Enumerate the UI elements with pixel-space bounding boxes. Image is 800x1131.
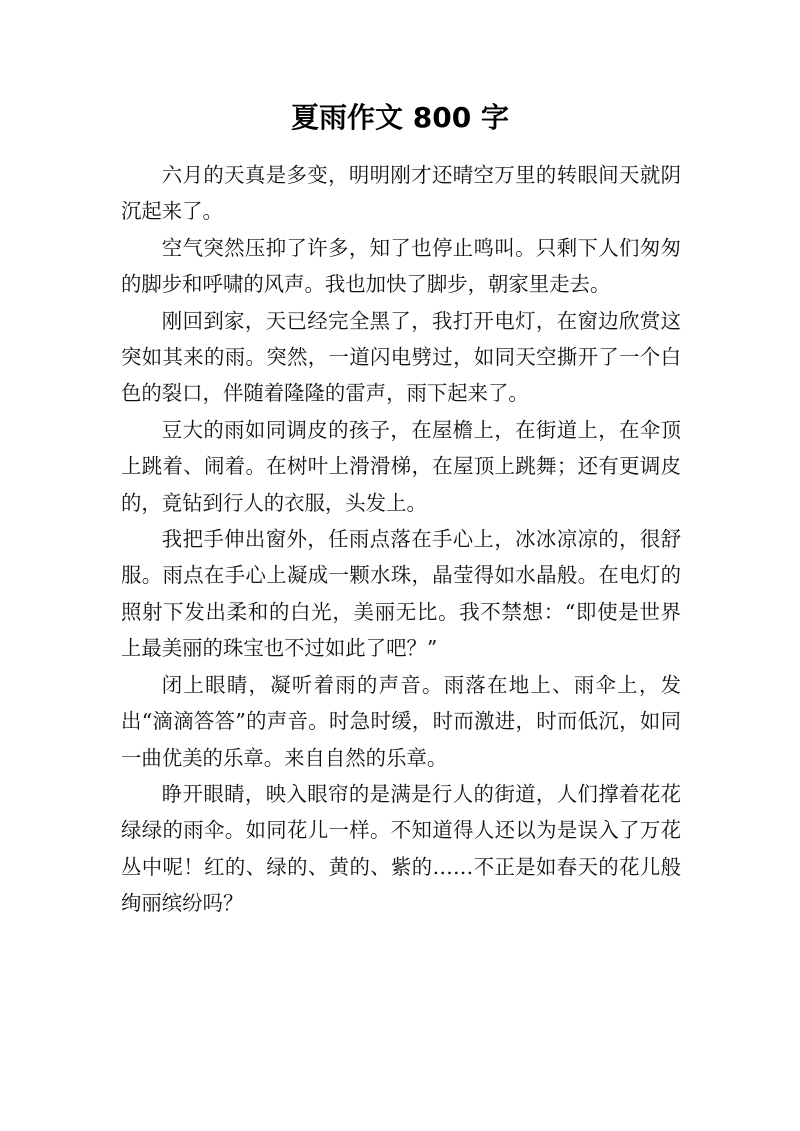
paragraph: 六月的天真是多变，明明刚才还晴空万里的转眼间天就阴沉起来了。	[121, 163, 681, 224]
paragraph: 我把手伸出窗外，任雨点落在手心上，冰冰凉凉的，很舒服。雨点在手心上凝成一颗水珠，晶莹得如水晶般。在电灯的照射下发出柔和的白光，美丽无比。我不禁想：“即使是世界上最美丽的珠宝也不过如此了吧？”	[121, 527, 681, 661]
document-body	[121, 157, 681, 922]
paragraph: 闭上眼睛，凝听着雨的声音。雨落在地上、雨伞上，发出“滴滴答答”的声音。时急时缓，时而激进，时而低沉，如同一曲优美的乐章。来自自然的乐章。	[121, 672, 681, 770]
paragraph: 空气突然压抑了许多，知了也停止鸣叫。只剩下人们匆匆的脚步和呼啸的风声。我也加快了脚步，朝家里走去。	[121, 235, 681, 297]
document-title: 夏雨作文 800 字	[291, 101, 509, 134]
paragraph: 豆大的雨如同调皮的孩子，在屋檐上，在街道上，在伞顶上跳着、闹着。在树叶上滑滑梯，在屋顶上跳舞；还有更调皮的，竟钻到行人的衣服，头发上。	[121, 417, 681, 515]
paragraph: 刚回到家，天已经完全黑了，我打开电灯，在窗边欣赏这突如其来的雨。突然，一道闪电劈过，如同天空撕开了一个白色的裂口，伴随着隆隆的雷声，雨下起来了。	[121, 308, 681, 406]
paragraph: 睁开眼睛，映入眼帘的是满是行人的街道，人们撑着花花绿绿的雨伞。如同花儿一样。不知道得人还以为是误入了万花丛中呢！红的、绿的、黄的、紫的……不正是如春天的花儿般绚丽缤纷吗？	[121, 781, 681, 916]
